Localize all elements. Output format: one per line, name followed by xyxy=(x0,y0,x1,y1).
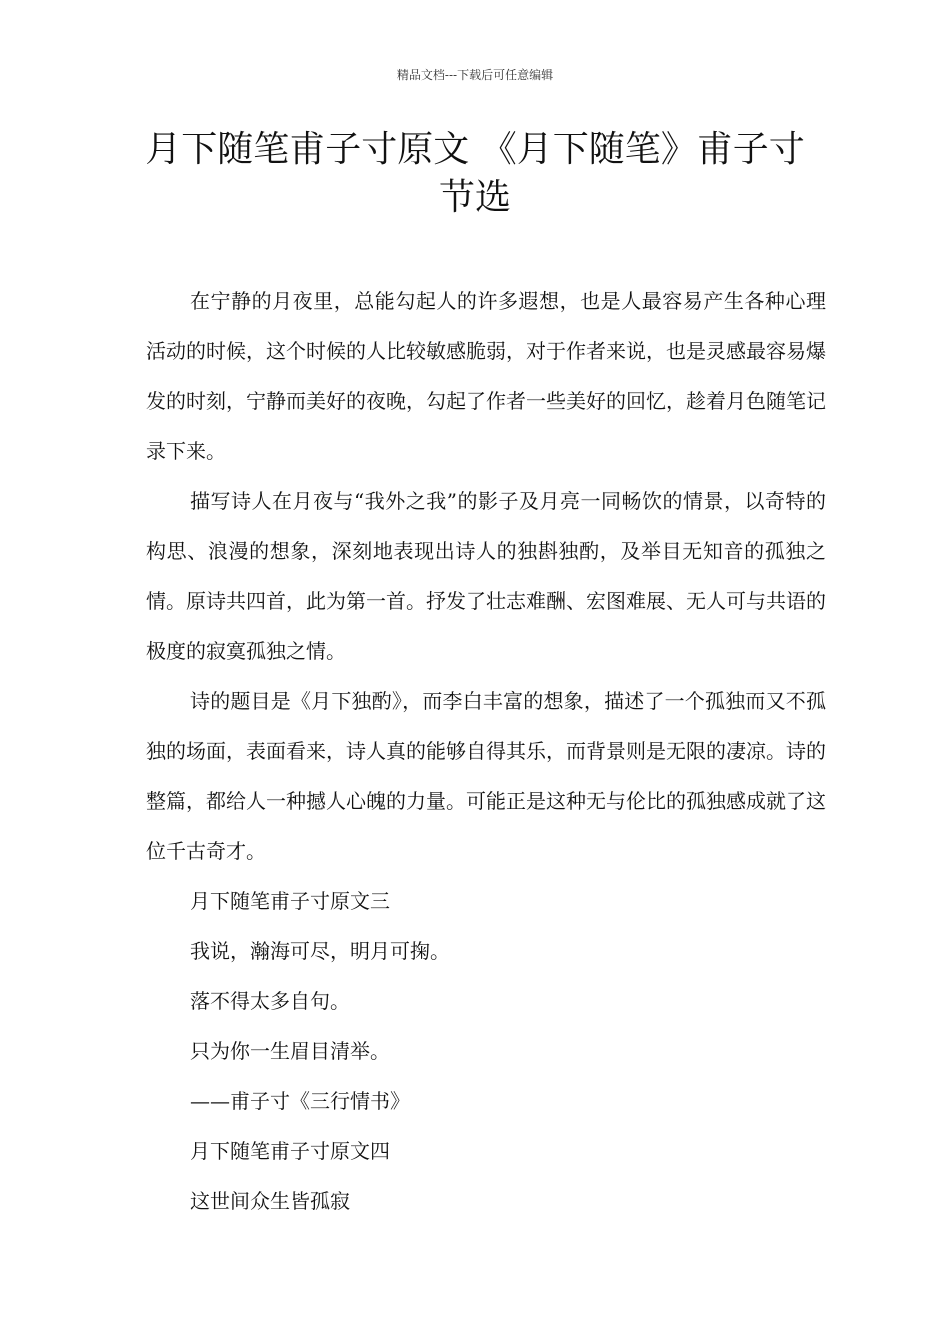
poem-line: 这世间众生皆孤寂 xyxy=(190,1189,350,1213)
poem-line: 只为你一生眉目清举。 xyxy=(190,1039,390,1063)
paragraph: 诗的题目是《月下独酌》，而李白丰富的想象，描述了一个孤独而又不孤独的场面，表面看来，诗人真的能够自得其乐，而背景则是无限的凄凉。诗的整篇，都给人一种撼人心魄的力量。可能正是这种无与伦比的孤独感成就了这位千古奇才。 xyxy=(146,689,826,863)
document-title: 月下随笔甫子寸原文 《月下随笔》甫子寸节选 xyxy=(145,129,805,218)
section-heading: 月下随笔甫子寸原文三 xyxy=(190,889,390,913)
poem-line: 落不得太多自句。 xyxy=(190,989,350,1013)
page-header: 精品文档---下载后可任意编辑 xyxy=(396,68,554,82)
poem-attribution: ——甫子寸《三行情书》 xyxy=(190,1089,410,1113)
paragraph: 描写诗人在月夜与“我外之我”的影子及月亮一同畅饮的情景，以奇特的构思、浪漫的想象，深刻地表现出诗人的独斟独酌，及举目无知音的孤独之情。原诗共四首，此为第一首。抒发了壮志难酬、宏图难展、无人可与共语的极度的寂寞孤独之情。 xyxy=(146,489,826,663)
section-heading: 月下随笔甫子寸原文四 xyxy=(190,1139,390,1163)
poem-line: 我说，瀚海可尽，明月可掬。 xyxy=(190,939,450,963)
paragraph: 在宁静的月夜里，总能勾起人的许多遐想，也是人最容易产生各种心理活动的时候，这个时候的人比较敏感脆弱，对于作者来说，也是灵感最容易爆发的时刻，宁静而美好的夜晚，勾起了作者一些美好的回忆，趁着月色随笔记录下来。 xyxy=(146,289,826,463)
document-body xyxy=(146,276,826,1226)
